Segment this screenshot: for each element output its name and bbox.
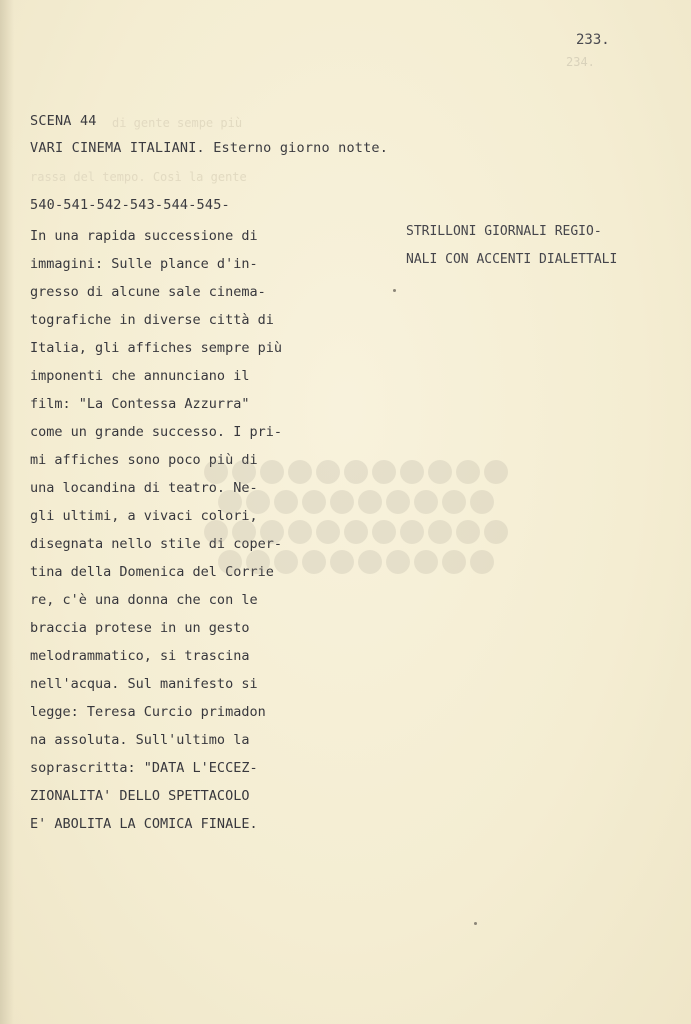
sound-line: STRILLONI GIORNALI REGIO-	[406, 224, 602, 239]
action-line: disegnata nello stile di coper-	[30, 536, 282, 552]
scene-location: VARI CINEMA ITALIANI. Esterno giorno notte.	[30, 140, 389, 156]
action-line: na assoluta. Sull'ultimo la	[30, 732, 250, 748]
ghost-page-number: 234.	[566, 55, 595, 69]
action-line: braccia protese in un gesto	[30, 620, 250, 636]
action-line: imponenti che annunciano il	[30, 368, 250, 384]
action-line: tina della Domenica del Corrie	[30, 564, 274, 580]
action-line: soprascritta: "DATA L'ECCEZ-	[30, 760, 258, 776]
action-line: film: "La Contessa Azzurra"	[30, 396, 250, 412]
action-line: E' ABOLITA LA COMICA FINALE.	[30, 816, 258, 832]
page-number: 233.	[576, 32, 610, 48]
action-line: mi affiches sono poco più di	[30, 452, 258, 468]
action-line: gli ultimi, a vivaci colori,	[30, 508, 258, 524]
page-edge-shadow	[0, 0, 14, 1024]
action-line: nell'acqua. Sul manifesto si	[30, 676, 258, 692]
ghost-text-line: rassa del tempo. Così la gente	[30, 170, 247, 184]
action-line: legge: Teresa Curcio primadon	[30, 704, 266, 720]
action-line: gresso di alcune sale cinema-	[30, 284, 266, 300]
ghost-text-line: di gente sempe più	[112, 116, 243, 130]
action-line: immagini: Sulle plance d'in-	[30, 256, 258, 272]
shot-numbers: 540-541-542-543-544-545-	[30, 197, 230, 213]
sound-line: NALI CON ACCENTI DIALETTALI	[406, 252, 618, 267]
watermark-stamp	[196, 452, 526, 582]
action-line: come un grande successo. I pri-	[30, 424, 282, 440]
action-line: tografiche in diverse città di	[30, 312, 274, 328]
action-line: In una rapida successione di	[30, 228, 258, 244]
ink-speck	[474, 922, 477, 925]
ink-speck	[393, 289, 396, 292]
action-line: melodrammatico, si trascina	[30, 648, 250, 664]
action-line: re, c'è una donna che con le	[30, 592, 258, 608]
scene-heading: SCENA 44	[30, 113, 97, 129]
action-line: Italia, gli affiches sempre più	[30, 340, 282, 356]
action-line: ZIONALITA' DELLO SPETTACOLO	[30, 788, 250, 804]
action-line: una locandina di teatro. Ne-	[30, 480, 258, 496]
sound-column	[406, 218, 676, 274]
